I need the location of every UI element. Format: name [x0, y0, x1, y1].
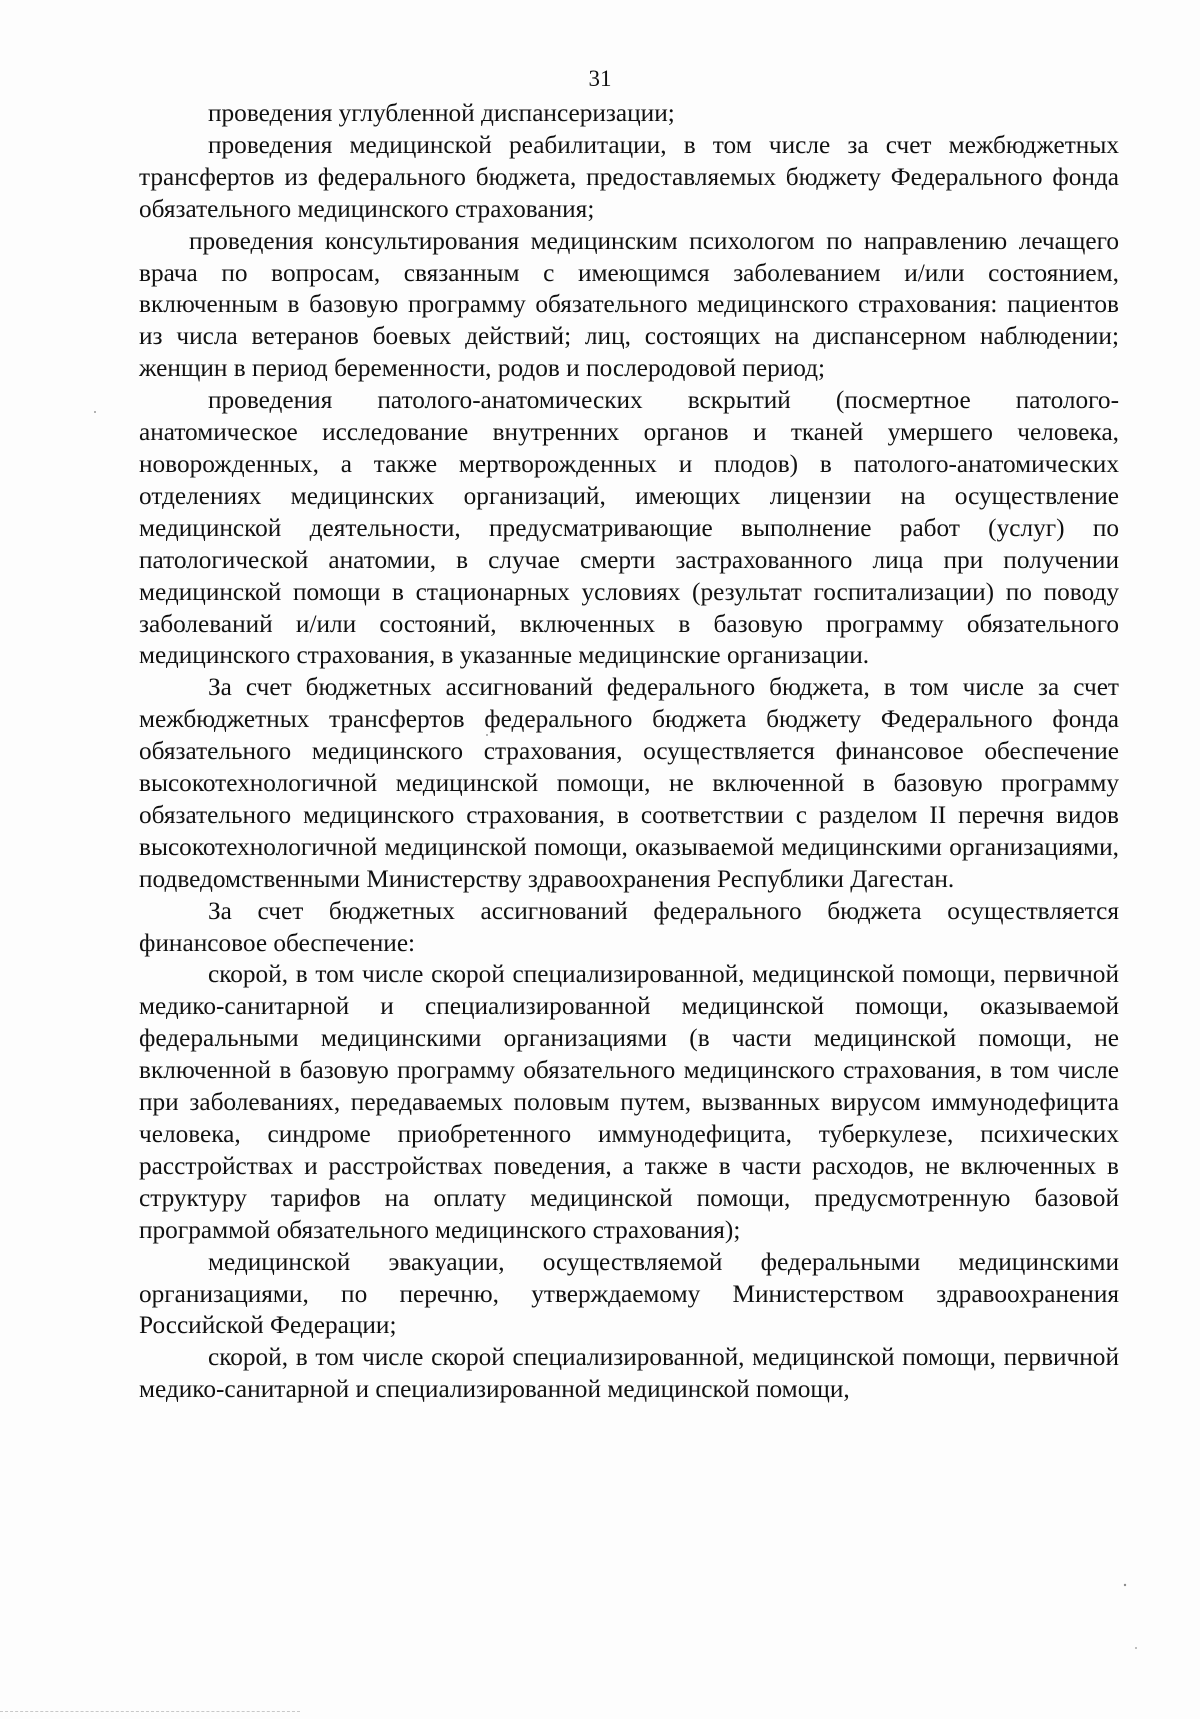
document-body	[139, 98, 1119, 1406]
paragraph-2: проведения медицинской реабилитации, в том числе за счет межбюджетных трансфертов из федерального бюджета, предоставляемых бюджету Федерального фонда обязательного медицинского страхования;	[139, 130, 1119, 223]
paragraph-4: проведения патолого-анатомических вскрытий (посмертное патолого-анатомическое исследование внутренних органов и тканей умершего человека, новорожденных, а также мертворожденных и плодов) в патолого-анатомических отделениях медицинских организаций, имеющих лицензии на осуществление медицинской деятельности, предусматривающие выполнение работ (услуг) по патологической анатомии, в случае смерти застрахованного лица при получении медицинской помощи в стационарных условиях (результат госпитализации) по поводу заболеваний и/или состояний, включенных в базовую программу обязательного медицинского страхования, в указанные медицинские организации.	[139, 386, 1119, 670]
paragraph-9: скорой, в том числе скорой специализированной, медицинской помощи, первичной медико-санитарной и специализированной медицинской помощи,	[139, 1343, 1119, 1404]
paragraph-3: проведения консультирования медицинским психологом по направлению лечащего врача по вопросам, связанным с имеющимся заболеванием и/или состоянием, включенным в базовую программу обязательного медицинского страхования: пациентов из числа ветеранов боевых действий; лиц, состоящих на диспансерном наблюдении; женщин в период беременности, родов и послеродовой период;	[139, 226, 1119, 383]
scan-edge-mark	[0, 1711, 300, 1712]
paragraph-7: скорой, в том числе скорой специализированной, медицинской помощи, первичной медико-санитарной и специализированной медицинской помощи, оказываемой федеральными медицинскими организациями (в части медицинской помощи, не включенной в базовую программу обязательного медицинского страхования, в том числе при заболеваниях, передаваемых половым путем, вызванных вирусом иммунодефицита человека, синдроме приобретенного иммунодефицита, туберкулезе, психических расстройствах и расстройствах поведения, а также в части расходов, не включенных в структуру тарифов на оплату медицинской помощи, предусмотренную базовой программой обязательного медицинского страхования);	[139, 960, 1119, 1244]
paragraph-6: За счет бюджетных ассигнований федерального бюджета осуществляется финансовое обеспечение:	[139, 896, 1119, 957]
page-number: 31	[588, 66, 612, 91]
paragraph-8: медицинской эвакуации, осуществляемой федеральными медицинскими организациями, по перечню, утверждаемому Министерством здравоохранения Российской Федерации;	[139, 1247, 1119, 1340]
paragraph-1: проведения углубленной диспансеризации;	[208, 99, 675, 127]
paragraph-5: За счет бюджетных ассигнований федерального бюджета, в том числе за счет межбюджетных трансфертов федерального бюджета бюджету Федерального фонда обязательного медицинского страхования, осуществляется финансовое обеспечение высокотехнологичной медицинской помощи, не включенной в базовую программу обязательного медицинского страхования, в соответствии с разделом II перечня видов высокотехнологичной медицинской помощи, оказываемой медицинскими организациями, подведомственными Министерству здравоохранения Республики Дагестан.	[139, 673, 1119, 893]
